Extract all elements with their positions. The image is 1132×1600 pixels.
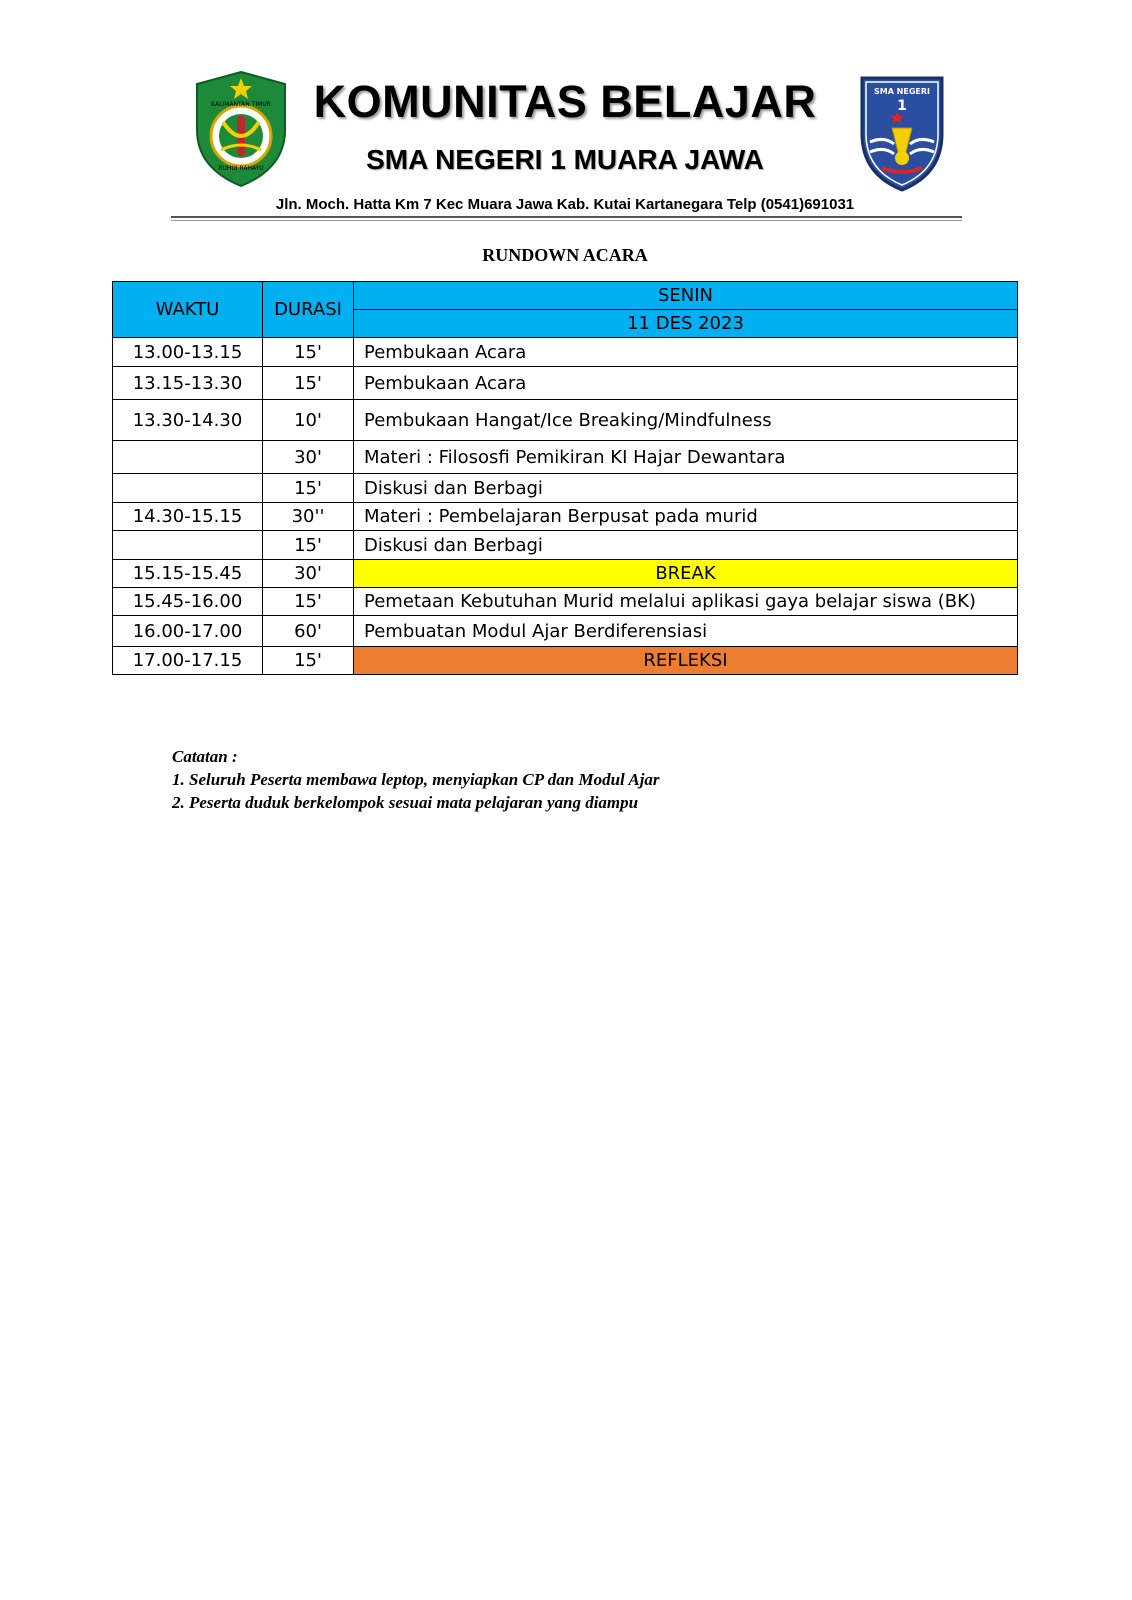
school-name: SMA NEGERI 1 MUARA JAWA [366,144,764,175]
notes-title: Catatan : [172,747,238,766]
note-item: 1. Seluruh Peserta membawa leptop, menyiapkan CP dan Modul Ajar [172,770,660,789]
column-header-durasi: DURASI [263,282,354,338]
row-duration: 15' [263,338,354,367]
column-header-waktu: WAKTU [113,282,263,338]
row-time: 16.00-17.00 [113,616,263,647]
page-title: KOMUNITAS BELAJAR [313,76,817,127]
table-row [113,338,1018,367]
table-header-row [113,282,1018,310]
table-row [113,616,1018,647]
row-duration: 30' [263,560,354,588]
column-header-day: SENIN [354,282,1018,310]
row-activity: Materi : Filososfi Pemikiran KI Hajar Dewantara [354,441,1018,474]
row-duration: 30' [263,441,354,474]
refleksi-label: REFLEKSI [354,647,1018,675]
table-row-break [113,560,1018,588]
row-duration: 30'' [263,503,354,531]
row-activity: Pembukaan Hangat/Ice Breaking/Mindfulness [354,400,1018,441]
table-row [113,400,1018,441]
table-row [113,531,1018,560]
row-duration: 10' [263,400,354,441]
table-row [113,503,1018,531]
notes-section [172,745,660,814]
table-row [113,588,1018,616]
emblem-ring-text-top: KALIMANTAN TIMUR [211,101,271,108]
row-time [113,441,263,474]
table-row-refleksi [113,647,1018,675]
header-divider-thin [171,220,962,221]
row-activity: Diskusi dan Berbagi [354,531,1018,560]
row-activity: Pembukaan Acara [354,367,1018,400]
column-header-date: 11 DES 2023 [354,310,1018,338]
break-label: BREAK [354,560,1018,588]
row-duration: 15' [263,588,354,616]
row-activity: Pemetaan Kebutuhan Murid melalui aplikasi gaya belajar siswa (BK) [354,588,1018,616]
row-duration: 15' [263,647,354,675]
row-time: 15.45-16.00 [113,588,263,616]
document-heading: RUNDOWN ACARA [482,245,648,265]
row-activity: Pembukaan Acara [354,338,1018,367]
rundown-table [112,281,1018,675]
row-activity: Materi : Pembelajaran Berpusat pada murid [354,503,1018,531]
row-time [113,474,263,503]
table-row [113,474,1018,503]
row-duration: 15' [263,474,354,503]
header-divider [171,216,962,218]
row-activity: Diskusi dan Berbagi [354,474,1018,503]
row-duration: 60' [263,616,354,647]
badge-text-top: SMA NEGERI [873,87,931,96]
table-row [113,441,1018,474]
row-activity: Pembuatan Modul Ajar Berdiferensiasi [354,616,1018,647]
row-duration: 15' [263,367,354,400]
row-time: 13.30-14.30 [113,400,263,441]
row-duration: 15' [263,531,354,560]
badge-number: 1 [897,98,907,114]
row-time: 13.15-13.30 [113,367,263,400]
note-item: 2. Peserta duduk berkelompok sesuai mata pelajaran yang diampu [172,793,639,812]
row-time: 17.00-17.15 [113,647,263,675]
emblem-ring-text-bottom: RUHUI RAHAYU [218,165,264,172]
row-time: 14.30-15.15 [113,503,263,531]
row-time: 13.00-13.15 [113,338,263,367]
school-address: Jln. Moch. Hatta Km 7 Kec Muara Jawa Kab. Kutai Kartanegara Telp (0541)691031 [275,196,855,213]
row-time: 15.15-15.45 [113,560,263,588]
row-time [113,531,263,560]
table-row [113,367,1018,400]
